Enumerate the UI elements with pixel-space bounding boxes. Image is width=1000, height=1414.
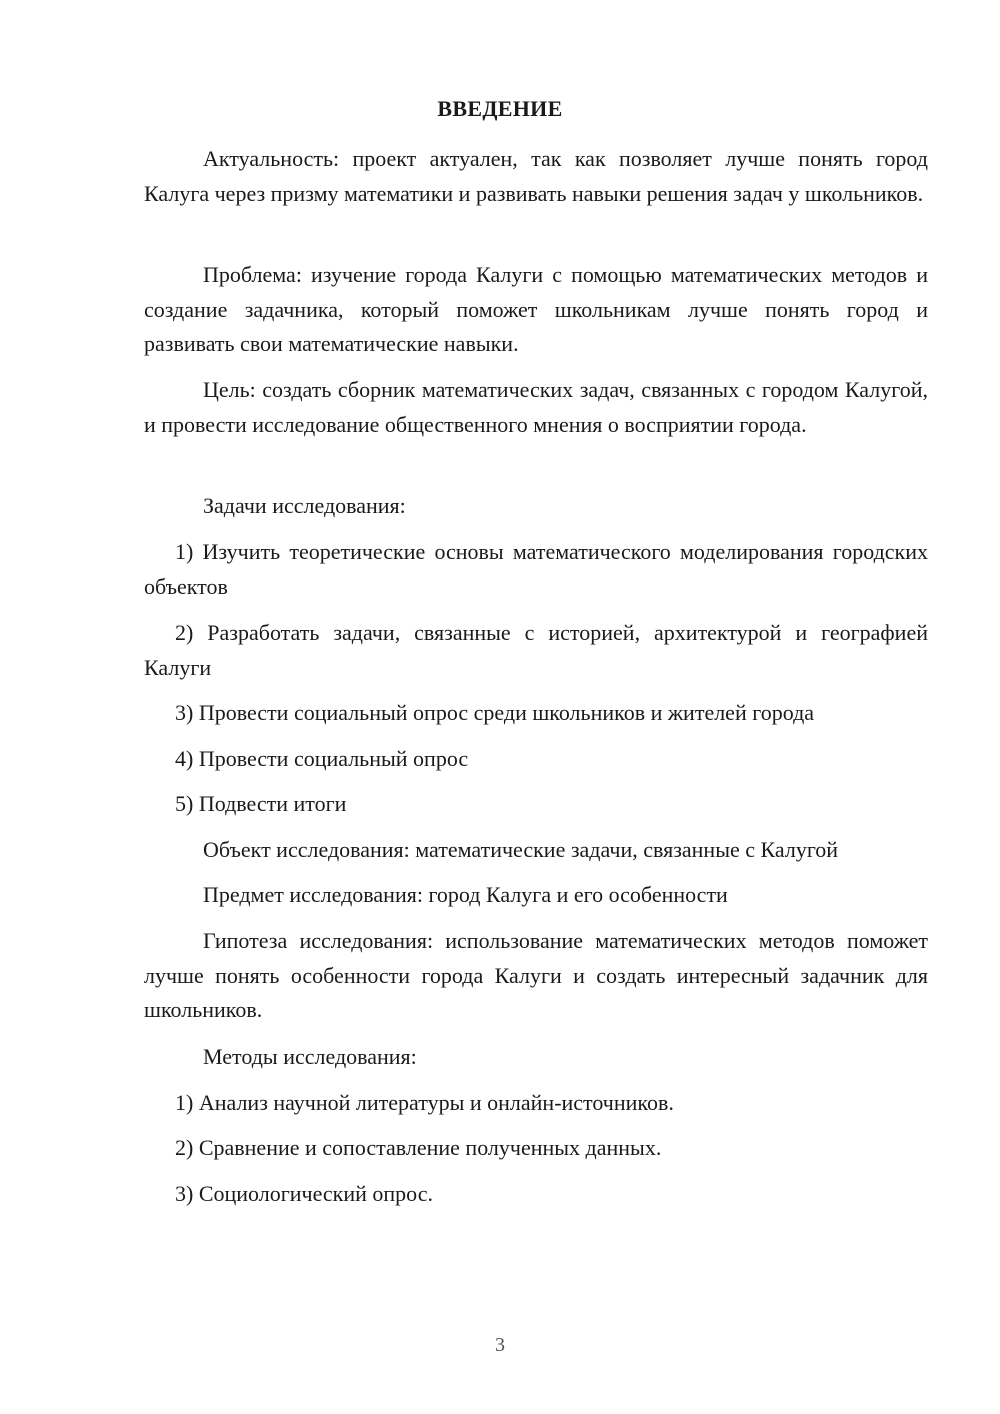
task-item-4: 4) Провести социальный опрос xyxy=(175,746,469,771)
page-number: 3 xyxy=(495,1334,505,1356)
page-title: ВВЕДЕНИЕ xyxy=(437,96,563,121)
problem-paragraph: Проблема: изучение города Калуги с помощью математических методов и создание задачника, который поможет школьникам лучше понять город и развивать свои математические навыки. xyxy=(144,262,928,356)
task-item-2: 2) Разработать задачи, связанные с историей, архитектурой и географией Калуги xyxy=(144,620,928,680)
task-item-5: 5) Подвести итоги xyxy=(175,791,347,816)
task-item-3: 3) Провести социальный опрос среди школьников и жителей города xyxy=(175,700,815,725)
hypothesis-paragraph: Гипотеза исследования: использование математических методов поможет лучше понять особенности города Калуги и создать интересный задачник для школьников. xyxy=(144,928,928,1022)
methods-heading: Методы исследования: xyxy=(203,1044,417,1069)
research-object: Объект исследования: математические задачи, связанные с Калугой xyxy=(203,837,839,862)
tasks-heading: Задачи исследования: xyxy=(203,493,406,518)
research-subject: Предмет исследования: город Калуга и его особенности xyxy=(203,882,728,907)
goal-paragraph: Цель: создать сборник математических задач, связанных с городом Калугой, и провести исследование общественного мнения о восприятии города. xyxy=(144,377,928,437)
task-item-1: 1) Изучить теоретические основы математического моделирования городских объектов xyxy=(144,539,928,599)
method-item-2: 2) Сравнение и сопоставление полученных данных. xyxy=(175,1135,662,1160)
method-item-3: 3) Социологический опрос. xyxy=(175,1181,433,1206)
relevance-paragraph: Актуальность: проект актуален, так как позволяет лучше понять город Калуга через призму математики и развивать навыки решения задач у школьников. xyxy=(144,146,928,206)
method-item-1: 1) Анализ научной литературы и онлайн-источников. xyxy=(175,1090,674,1115)
